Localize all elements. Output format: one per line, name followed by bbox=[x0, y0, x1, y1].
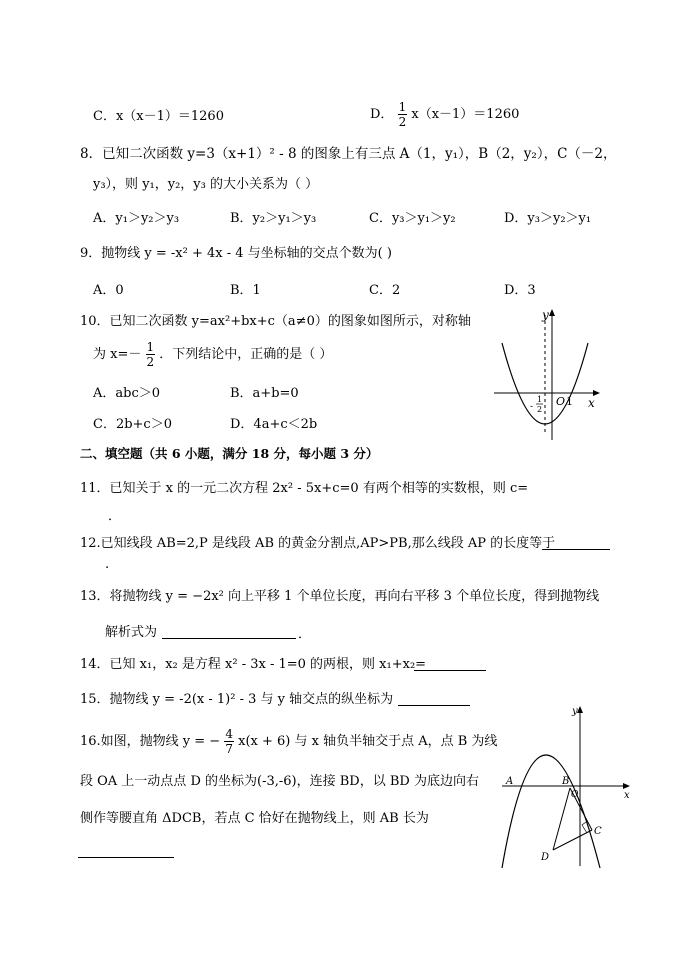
q16-line1-prefix: 16.如图，抛物线 y = − bbox=[80, 734, 221, 749]
q8-option-d: D．y₃＞y₂＞y₁ bbox=[504, 211, 592, 226]
q10-half-den: 2 bbox=[537, 405, 543, 414]
q14-text: 14．已知 x₁，x₂ 是方程 x² - 3x - 1=0 的两根，则 x₁+x₂= bbox=[80, 657, 427, 672]
q9-stem: 9．抛物线 y = -x² + 4x - 4 与坐标轴的交点个数为( ) bbox=[80, 246, 392, 261]
q10-half-num: 1 bbox=[537, 395, 543, 404]
q15-text: 15．抛物线 y = -2(x - 1)² - 3 与 y 轴交点的纵坐标为 bbox=[80, 692, 394, 707]
q16-point-b-label: B bbox=[562, 776, 570, 787]
q9-option-b: B．1 bbox=[230, 283, 261, 298]
q10-option-b: B．a+b=0 bbox=[230, 386, 299, 401]
q13-line2-end: ． bbox=[298, 627, 312, 642]
q16-parabola-curve bbox=[502, 755, 600, 868]
q7-option-d-rest: x（x－1）＝1260 bbox=[411, 107, 520, 122]
q16-answer-blank[interactable] bbox=[78, 845, 174, 858]
q16-line3: 侧作等腰直角 ΔDCB，若点 C 恰好在抛物线上，则 AB 长为 bbox=[80, 811, 429, 826]
q16-right-angle-mark bbox=[582, 822, 587, 833]
q10-frac-den: 2 bbox=[146, 355, 155, 369]
q10-line2-suffix: ．下列结论中，正确的是（ ） bbox=[159, 347, 333, 362]
q14-answer-blank[interactable] bbox=[414, 658, 486, 671]
q8-line2: y₃），则 y₁，y₂，y₃ 的大小关系为（ ） bbox=[93, 177, 319, 192]
q13-line1: 13．将抛物线 y = −2x² 向上平移 1 个单位长度，再向右平移 3 个单位长度，得到抛物线 bbox=[80, 589, 600, 604]
q12-answer-blank[interactable] bbox=[542, 537, 610, 550]
q16-frac-den: 7 bbox=[225, 742, 233, 756]
q16-line2: 段 OA 上一动点点 D 的坐标为(-3,-6)，连接 BD，以 BD 为底边向右 bbox=[80, 774, 479, 789]
q10-line2 bbox=[93, 341, 332, 368]
q10-y-label: y bbox=[542, 308, 549, 322]
q10-option-c: C．2b+c＞0 bbox=[93, 417, 172, 432]
q10-parabola-figure bbox=[490, 305, 605, 445]
q16-frac-num: 4 bbox=[225, 727, 233, 741]
q13-answer-blank[interactable] bbox=[162, 626, 296, 639]
q10-option-a: A．abc＞0 bbox=[93, 386, 161, 401]
q7-option-d bbox=[370, 101, 519, 128]
q12-line1: 12.已知线段 AB=2,P 是线段 AB 的黄金分割点,AP>PB,那么线段 AP 的长度等于 bbox=[80, 536, 556, 551]
q10-one-label: 1 bbox=[566, 395, 573, 408]
q16-x-label: x bbox=[624, 790, 630, 801]
q10-x-label: x bbox=[588, 396, 595, 410]
q12-line2: . bbox=[105, 557, 110, 572]
q16-origin-label: O bbox=[571, 790, 579, 800]
q8-option-c: C．y₃＞y₁＞y₂ bbox=[369, 211, 456, 226]
q16-point-c-label: C bbox=[594, 826, 602, 837]
q10-fraction bbox=[146, 341, 156, 368]
q10-line1: 10．已知二次函数 y=ax²+bx+c（a≠0）的图象如图所示，对称轴 bbox=[80, 314, 471, 329]
q7-option-c: C．x（x－1）＝1260 bbox=[93, 109, 224, 124]
q7-option-d-fraction bbox=[398, 101, 408, 128]
q11-line2: ． bbox=[108, 509, 122, 524]
q10-minus-label: - bbox=[530, 402, 534, 412]
q10-line2-prefix: 为 x=－ bbox=[93, 347, 142, 362]
q16-fraction bbox=[224, 728, 234, 755]
q10-option-d: D．4a+c＜2b bbox=[230, 417, 318, 432]
q16-line1 bbox=[80, 728, 497, 755]
q16-point-d-label: D bbox=[541, 852, 550, 863]
q16-point-a-label: A bbox=[506, 776, 514, 787]
q7-frac-den: 2 bbox=[398, 115, 407, 129]
q11-line1: 11．已知关于 x 的一元二次方程 2x² - 5x+c=0 有两个相等的实数根，则 c= bbox=[80, 481, 529, 496]
q8-option-b: B．y₂＞y₁＞y₃ bbox=[230, 211, 317, 226]
q7-option-d-prefix: D． bbox=[370, 107, 394, 122]
q8-line1: 8．已知二次函数 y=3（x+1）² - 8 的图象上有三点 A（1，y₁），B（2，y₂），C（－2， bbox=[80, 146, 617, 162]
q16-y-arrow-icon bbox=[577, 706, 583, 713]
q16-y-label: y bbox=[572, 706, 578, 717]
q16-x-arrow-icon bbox=[623, 783, 630, 789]
q9-option-d: D．3 bbox=[504, 283, 536, 298]
q16-parabola-figure bbox=[498, 702, 638, 870]
q10-y-arrow-icon bbox=[549, 309, 555, 316]
q15-answer-blank[interactable] bbox=[398, 693, 470, 706]
q16-segment-bd bbox=[553, 788, 570, 850]
q9-option-c: C．2 bbox=[369, 283, 401, 298]
q7-frac-num: 1 bbox=[398, 100, 407, 114]
section2-title: 二、填空题（共 6 小题，满分 18 分，每小题 3 分） bbox=[80, 446, 379, 461]
q16-line1-suffix: x(x + 6) 与 x 轴负半轴交于点 A，点 B 为线 bbox=[238, 734, 498, 749]
q8-option-a: A．y₁＞y₂＞y₃ bbox=[93, 211, 180, 226]
q10-frac-num: 1 bbox=[146, 340, 155, 354]
q9-option-a: A．0 bbox=[93, 283, 124, 298]
q16-segment-dc bbox=[553, 830, 592, 850]
q10-origin-label: O bbox=[556, 395, 566, 408]
q13-line2: 解析式为 bbox=[105, 625, 158, 640]
